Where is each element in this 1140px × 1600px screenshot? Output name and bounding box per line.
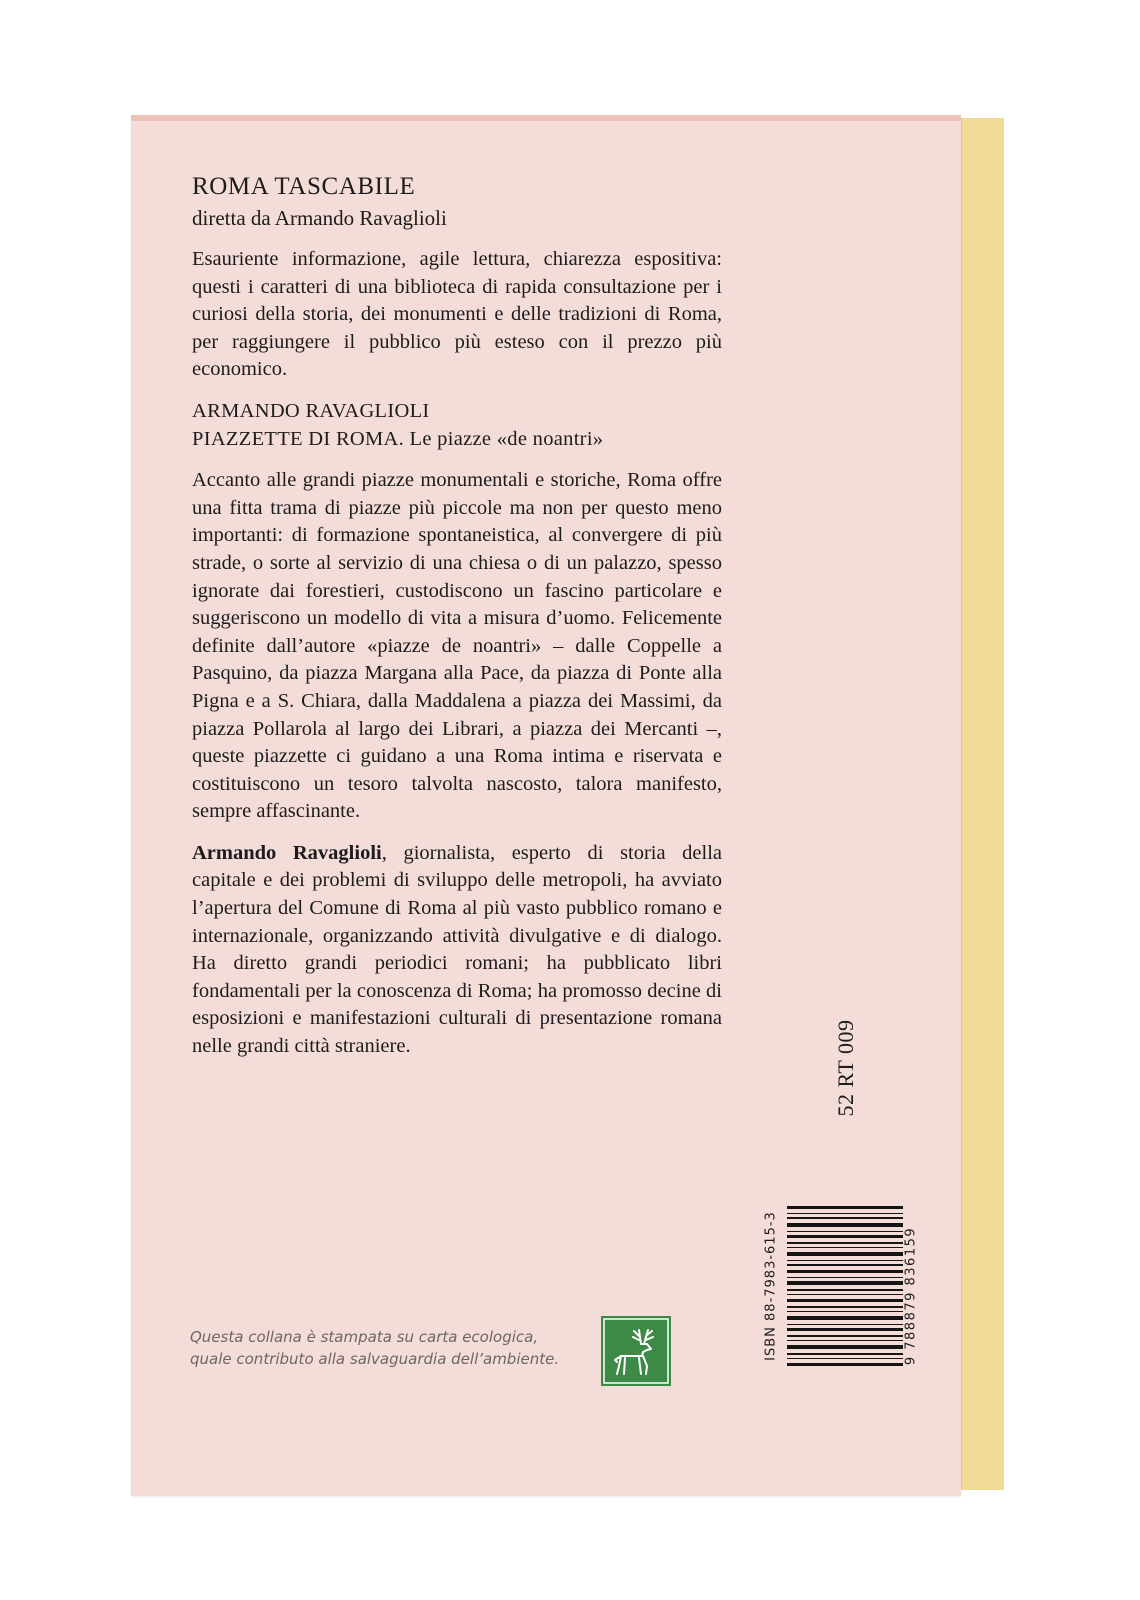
- author-bio-name: Armando Ravaglioli: [192, 841, 382, 864]
- book-title: PIAZZETTE DI ROMA. Le piazze «de noantri»: [192, 427, 604, 450]
- book-author: ARMANDO RAVAGLIOLI: [192, 399, 430, 422]
- author-bio: [192, 840, 722, 1061]
- book-description: Accanto alle grandi piazze monumentali e storiche, Roma offre una fitta trama di piazze più piccole ma non per questo meno importanti: di formazione spontaneistica, al convergere di più strade, o sorte al servizio di una chiesa o di un palazzo, spesso ignorate dai forestieri, custodiscono un fascino particolare e suggeriscono un modello di vita a misura d’uomo. Felicemente definite dall’autore «piazze de noantri» – dalle Coppelle a Pasquino, da piazza Margana alla Pace, da piazza di Ponte alla Pigna e a S. Chiara, dalla Maddalena a piazza dei Massimi, da piazza Pollarola al largo dei Librari, a piazza dei Mercanti –, queste piazzette ci guidano a una Roma intima e riservata e costituiscono un tesoro talvolta nascosto, talora manifesto, sempre affascinante.: [192, 469, 722, 823]
- eco-note-line-1: Questa collana è stampata su carta ecologica,: [190, 1328, 539, 1346]
- isbn: ISBN 88-7983-615-3: [763, 1211, 779, 1361]
- eco-note-line-2: quale contributo alla salvaguardia dell’ambiente.: [190, 1350, 560, 1368]
- ean-number: 9 788879 836159: [903, 1226, 919, 1366]
- eco-note: [190, 1326, 570, 1370]
- deer-icon: [601, 1316, 671, 1386]
- text-column: [192, 170, 722, 1075]
- series-description: Esauriente informazione, agile lettura, chiarezza espositiva: questi i caratteri di una biblioteca di rapida consultazione per i curiosi della storia, dei monumenti e delle tradizioni di Roma, per raggiungere il pubblico più esteso con il prezzo più economico.: [192, 248, 722, 381]
- barcode-bars: [787, 1206, 903, 1366]
- series-editor: diretta da Armando Ravaglioli: [192, 206, 447, 230]
- author-bio-text: , giornalista, esperto di storia della capitale e dei problemi di sviluppo delle metropoli, ha avviato l’apertura del Comune di Roma al più vasto pubblico romano e internazionale, organizzando attività divulgative e di dialogo. Ha diretto grandi periodici romani; ha pubblicato libri fondamentali per la conoscenza di Roma; ha promosso decine di esposizioni e manifestazioni culturali di presentazione romana nelle grandi città straniere.: [192, 841, 722, 1058]
- catalog-code: 52 RT 009: [833, 1019, 858, 1117]
- barcode: [755, 1206, 919, 1384]
- eco-logo: [601, 1316, 671, 1386]
- page-edge: [961, 118, 1004, 1490]
- series-title: ROMA TASCABILE: [192, 173, 416, 200]
